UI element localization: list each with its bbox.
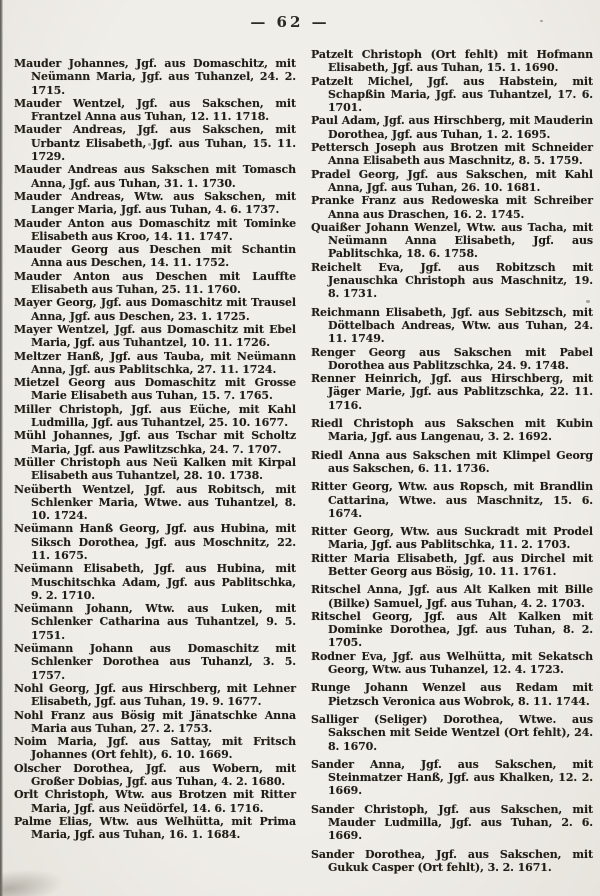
register-entry: Riedl Anna aus Sakschen mit Klimpel Georg aus Sakschen, 6. 11. 1736.: [311, 448, 593, 475]
page-number-header: — 62 —: [250, 13, 330, 31]
register-entry: Müller Christoph aus Neü Kalken mit Kirpal Elisabeth aus Tuhantzel, 28. 10. 1738.: [14, 455, 296, 483]
register-entry: Nohl Georg, Jgf. aus Hirschberg, mit Lehner Elisabeth, Jgf. aus Tuhan, 19. 9. 1677.: [14, 681, 296, 709]
scan-edge-artifact: [0, 0, 3, 896]
register-entry: Reichelt Eva, Jgf. aus Robitzsch mit Jenauschka Christoph aus Maschnitz, 19. 8. 1731.: [311, 260, 593, 301]
register-entry: Ritschel Georg, Jgf. aus Alt Kalken mit Dominke Dorothea, Jgf. aus Tuhan, 8. 2. 1705.: [311, 609, 593, 650]
register-entry: Mauder Georg aus Deschen mit Schantin Anna aus Deschen, 14. 11. 1752.: [14, 243, 296, 270]
left-column: [14, 48, 296, 874]
register-entry: Patzelt Michel, Jgf. aus Habstein, mit Schapßin Maria, Jgf. aus Tuhantzel, 17. 6. 1701.: [311, 74, 593, 115]
register-entry: Neümann Hanß Georg, Jgf. aus Hubina, mit Siksch Dorothea, Jgf. aus Moschnitz, 22. 11. 1675.: [14, 522, 296, 562]
register-entry: Reichmann Elisabeth, Jgf. aus Sebitzsch, mit Döttelbach Andreas, Wtw. aus Tuhan, 24. 11. 1749.: [311, 305, 593, 346]
register-entry: Meltzer Hanß, Jgf. aus Tauba, mit Neümann Anna, Jgf. aus Pablitschka, 27. 11. 1724.: [14, 349, 296, 376]
register-entry: Quaißer Johann Wenzel, Wtw. aus Tacha, mit Neümann Anna Elisabeth, Jgf. aus Pablitschka, 18. 6. 1758.: [311, 220, 593, 261]
register-entry: Runge Johann Wenzel aus Redam mit Pietzsch Veronica aus Wobrok, 8. 11. 1744.: [311, 681, 593, 708]
two-column-text-block: [14, 48, 593, 874]
register-entry: Renger Georg aus Sakschen mit Pabel Dorothea aus Pablitzschka, 24. 9. 1748.: [311, 345, 593, 372]
register-entry: Mayer Wentzel, Jgf. aus Domaschitz mit Ebel Maria, Jgf. aus Tuhantzel, 10. 11. 1726.: [14, 322, 296, 350]
register-entry: Mietzel Georg aus Domaschitz mit Grosse Marie Elisabeth aus Tuhan, 15. 7. 1765.: [14, 376, 296, 403]
register-entry: Renner Heinrich, Jgf. aus Hirschberg, mit Jäger Marie, Jgf. aus Pablitzschka, 22. 11. 1716.: [311, 372, 593, 412]
register-entry: Riedl Christoph aus Sakschen mit Kubin Maria, Jgf. aus Langenau, 3. 2. 1692.: [311, 417, 593, 444]
register-entry: Mauder Anton aus Deschen mit Lauffte Elisabeth aus Tuhan, 25. 11. 1760.: [14, 269, 296, 297]
register-entry: Pettersch Joseph aus Brotzen mit Schneider Anna Elisabeth aus Maschnitz, 8. 5. 1759.: [311, 141, 593, 168]
register-entry: Mauder Johannes, Jgf. aus Domaschitz, mit Neümann Maria, Jgf. aus Tuhanzel, 24. 2. 1715.: [14, 57, 296, 97]
register-entry: Neümann Johann aus Domaschitz mit Schlenker Dorothea aus Tuhanzl, 3. 5. 1757.: [14, 642, 296, 682]
register-entry: Ritter Georg, Wtw. aus Ropsch, mit Brandlin Cattarina, Wtwe. aus Maschnitz, 15. 6. 1674.: [311, 480, 593, 520]
register-entry: Mauder Anton aus Domaschitz mit Tominke Elisabeth aus Kroo, 14. 11. 1747.: [14, 216, 296, 243]
register-entry: Sander Christoph, Jgf. aus Sakschen, mit Mauder Ludmilla, Jgf. aus Tuhan, 2. 6. 1669.: [311, 802, 593, 843]
register-entry: Mühl Johannes, Jgf. aus Tschar mit Scholtz Maria, Jgf. aus Pawlitzschka, 24. 7. 1707.: [14, 429, 296, 456]
register-entry: Olscher Dorothea, Jgf. aus Wobern, mit Großer Dobias, Jgf. aus Tuhan, 4. 2. 1680.: [14, 761, 296, 789]
register-entry: Rodner Eva, Jgf. aus Welhütta, mit Sekatsch Georg, Wtw. aus Tuhanzel, 12. 4. 1723.: [311, 649, 593, 677]
register-entry: Neümann Elisabeth, Jgf. aus Hubina, mit Muschitschka Adam, Jgf. aus Pablitschka, 9. 2. 1710.: [14, 562, 296, 602]
register-entry: Salliger (Seliger) Dorothea, Wtwe. aus Sakschen mit Seide Wentzel (Ort fehlt), 24. 8. 1670.: [311, 712, 593, 753]
register-entry: Noim Maria, Jgf. aus Sattay, mit Fritsch Johannes (Ort fehlt), 6. 10. 1669.: [14, 735, 296, 762]
register-entry: Paul Adam, Jgf. aus Hirschberg, mit Mauderin Dorothea, Jgf. aus Tuhan, 1. 2. 1695.: [311, 114, 593, 141]
register-entry: Ritschel Anna, Jgf. aus Alt Kalken mit Bille (Bilke) Samuel, Jgf. aus Tuhan, 4. 2. 1703.: [311, 583, 593, 610]
register-entry: Pradel Georg, Jgf. aus Sakschen, mit Kahl Anna, Jgf. aus Tuhan, 26. 10. 1681.: [311, 167, 593, 194]
register-entry: Nohl Franz aus Bösig mit Jänatschke Anna Maria aus Tuhan, 27. 2. 1753.: [14, 708, 296, 735]
register-entry: Mauder Wentzel, Jgf. aus Sakschen, mit Frantzel Anna aus Tuhan, 12. 11. 1718.: [14, 96, 296, 124]
register-entry: Mauder Andreas aus Sakschen mit Tomasch Anna, Jgf. aus Tuhan, 31. 1. 1730.: [14, 163, 296, 190]
register-entry: Mayer Georg, Jgf. aus Domaschitz mit Trausel Anna, Jgf. aus Deschen, 23. 1. 1725.: [14, 296, 296, 323]
register-entry: Orlt Christoph, Wtw. aus Brotzen mit Ritter Maria, Jgf. aus Neüdörfel, 14. 6. 1716.: [14, 788, 296, 815]
register-entry: Palme Elias, Wtw. aus Welhütta, mit Prima Maria, Jgf. aus Tuhan, 16. 1. 1684.: [14, 814, 296, 842]
register-entry: Sander Anna, Jgf. aus Sakschen, mit Steinmatzer Hanß, Jgf. aus Khalken, 12. 2. 1669.: [311, 757, 593, 798]
register-entry: Patzelt Christoph (Ort fehlt) mit Hofmann Elisabeth, Jgf. aus Tuhan, 15. 1. 1690.: [311, 48, 593, 75]
register-entry: Mauder Andreas, Wtw. aus Sakschen, mit Langer Maria, Jgf. aus Tuhan, 4. 6. 1737.: [14, 189, 296, 217]
right-column: [311, 48, 593, 874]
register-entry: Sander Dorothea, Jgf. aus Sakschen, mit Gukuk Casper (Ort fehlt), 3. 2. 1671.: [311, 847, 593, 874]
register-entry: Pranke Franz aus Redoweska mit Schreiber Anna aus Draschen, 16. 2. 1745.: [311, 194, 593, 221]
register-entry: Ritter Georg, Wtw. aus Suckradt mit Prodel Maria, Jgf. aus Pablitschka, 11. 2. 1703.: [311, 525, 593, 552]
register-entry: Neümann Johann, Wtw. aus Luken, mit Schlenker Catharina aus Tuhantzel, 9. 5. 1751.: [14, 602, 296, 642]
register-entry: Ritter Maria Elisabeth, Jgf. aus Dirchel mit Better Georg aus Bösig, 10. 11. 1761.: [311, 551, 593, 578]
register-entry: Miller Christoph, Jgf. aus Eüche, mit Kahl Ludmilla, Jgf. aus Tuhantzel, 25. 10. 1677.: [14, 402, 296, 430]
register-entry: Neüberth Wentzel, Jgf. aus Robitsch, mit Schlenker Maria, Wtwe. aus Tuhantzel, 8. 10. 1724.: [14, 482, 296, 523]
register-entry: Mauder Andreas, Jgf. aus Sakschen, mit Urbantz Elisabeth, Jgf. aus Tuhan, 15. 11. 1729.: [14, 123, 296, 164]
